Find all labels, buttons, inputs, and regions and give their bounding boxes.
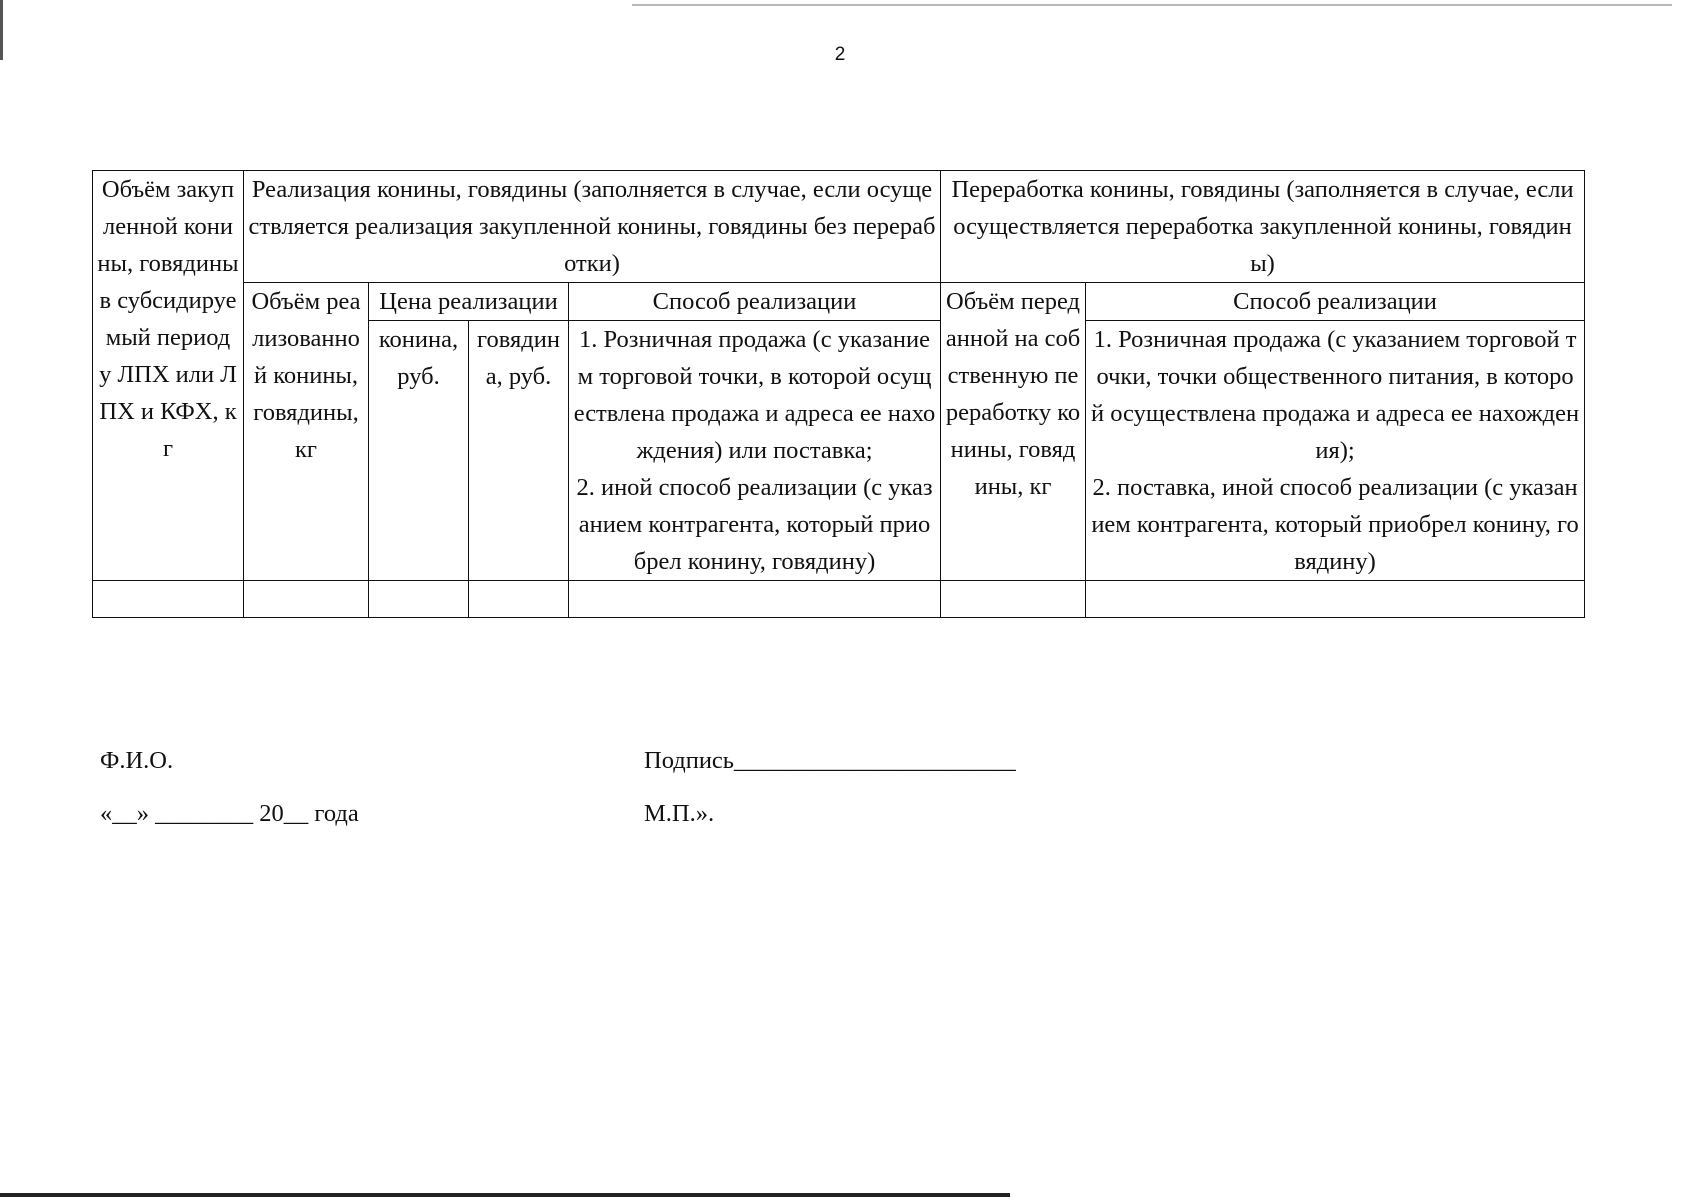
table-cell — [1086, 581, 1585, 618]
table-row — [93, 581, 1585, 618]
date-line: «__» ________ 20__ года — [100, 800, 359, 827]
processing-method-description — [1086, 321, 1585, 581]
table-cell — [369, 581, 469, 618]
table-cell — [93, 581, 244, 618]
header-price: Цена реализации — [369, 283, 569, 321]
sales-method-description — [569, 321, 941, 581]
header-processing-method: Способ реализации — [1086, 283, 1585, 321]
header-transferred-volume: Объём переданной на собственную переработку конины, говядины, кг — [941, 283, 1086, 581]
table-header-row-1 — [93, 171, 1585, 283]
table-cell — [244, 581, 369, 618]
header-sales-method: Способ реализации — [569, 283, 941, 321]
report-table — [92, 170, 1585, 618]
header-group-sales: Реализация конины, говядины (заполняется в случае, если осуществляется реализация закупленной конины, говядины без переработки) — [244, 171, 941, 283]
processing-method-item-2: 2. поставка, иной способ реализации (с указанием контрагента, который приобрел конину, говядину) — [1091, 474, 1579, 575]
header-purchased-volume: Объём закупленной конины, говядины в субсидируемый период у ЛПХ или ЛПХ и КФХ, кг — [93, 171, 244, 581]
scan-border-top — [632, 4, 1672, 6]
stamp-label: М.П.». — [644, 800, 715, 827]
header-group-processing: Переработка конины, говядины (заполняется в случае, если осуществляется переработка закупленной конины, говядины) — [941, 171, 1585, 283]
header-sold-volume: Объём реализованной конины, говядины, кг — [244, 283, 369, 581]
fio-label: Ф.И.О. — [100, 747, 174, 774]
table-header-row-2 — [93, 283, 1585, 321]
table-cell — [941, 581, 1086, 618]
processing-method-item-1: 1. Розничная продажа (с указанием торговой точки, точки общественного питания, в которой осуществлена продажа и адреса ее нахождения); — [1090, 326, 1580, 464]
sales-method-item-1: 1. Розничная продажа (с указанием торговой точки, в которой осуществлена продажа и адреса ее нахождения) или поставка; — [573, 326, 936, 464]
sales-method-item-2: 2. иной способ реализации (с указанием контрагента, который приобрел конину, говядину) — [576, 474, 933, 575]
scan-border-bottom — [0, 1193, 1010, 1197]
page-number: 2 — [834, 44, 846, 65]
header-price-horse-meat: конина, руб. — [369, 321, 469, 581]
header-price-beef: говядина, руб. — [469, 321, 569, 581]
signature-line: Подпись_______________________ — [644, 747, 1016, 774]
table-cell — [469, 581, 569, 618]
scan-border-left — [0, 0, 3, 60]
table-cell — [569, 581, 941, 618]
